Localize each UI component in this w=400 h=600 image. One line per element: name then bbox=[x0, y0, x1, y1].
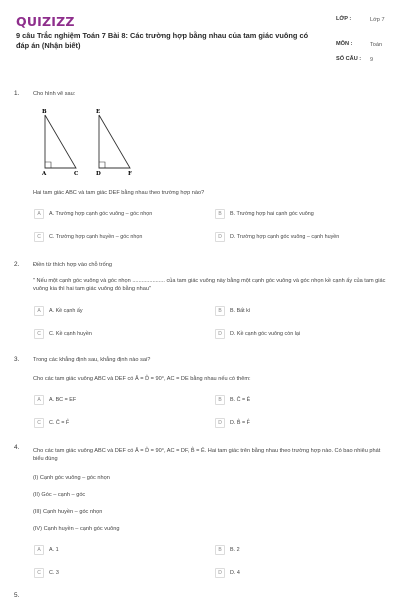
option-text: D. B̂ = F̂ bbox=[230, 419, 250, 426]
option-letter-box: C bbox=[34, 568, 44, 578]
meta-count-value: 9 bbox=[370, 57, 374, 63]
option-text: C. 3 bbox=[49, 569, 59, 576]
q4-statement-1: (I) Cạnh góc vuông – góc nhọn bbox=[33, 475, 110, 481]
q4-statement-3: (III) Cạnh huyền – góc nhọn bbox=[33, 509, 103, 515]
triangles-svg bbox=[40, 108, 150, 178]
question-1-sub: Hai tam giác ABC và tam giác DEF bằng nhau theo trường hợp nào? bbox=[33, 190, 205, 196]
q4-statement-2: (II) Góc – cạnh – góc bbox=[33, 492, 86, 498]
question-number: 4. bbox=[14, 444, 20, 451]
page-header bbox=[0, 0, 400, 76]
question-number: 2. bbox=[14, 261, 20, 268]
option-text: B. Bất kì bbox=[230, 307, 251, 314]
option-text: A. Trường hợp cạnh góc vuông – góc nhọn bbox=[49, 210, 153, 217]
option-text: C. Trường hợp cạnh huyền – góc nhọn bbox=[49, 233, 143, 240]
question-3-sub: Cho các tam giác vuông ABC và DEF có Â = D̂ = 90°, AC = DE bằng nhau nếu có thêm: bbox=[33, 376, 251, 382]
question-text: Cho các tam giác vuông ABC và DEF có Â = D̂ = 90°, AC = DF, B̂ = Ê. Hai tam giác trên bằng nhau theo trường hợp nào. Có bao nhiêu phát biểu đúng bbox=[33, 448, 381, 462]
option-letter-box: D bbox=[215, 418, 225, 428]
triangle-abc bbox=[45, 115, 76, 168]
question-number: 5. bbox=[14, 592, 20, 599]
question-number: 1. bbox=[14, 90, 20, 97]
option-letter-box: A bbox=[34, 395, 44, 405]
option-letter-box: C bbox=[34, 329, 44, 339]
question-text: Điền từ thích hợp vào chỗ trống bbox=[33, 262, 112, 268]
question-text: Trong các khẳng định sau, khẳng định nào sai? bbox=[33, 357, 151, 363]
option-text: A. 1 bbox=[49, 546, 59, 553]
option-letter-box: C bbox=[34, 418, 44, 428]
option-text: D. 4 bbox=[230, 569, 240, 576]
worksheet-title: 9 câu Trắc nghiệm Toán 7 Bài 8: Các trường hợp bằng nhau của tam giác vuông có đáp án (Nhận biết) bbox=[16, 31, 309, 50]
question-text: Cho hình vẽ sau: bbox=[33, 91, 76, 97]
option-text: D. Kề cạnh góc vuông còn lại bbox=[230, 330, 301, 337]
option-letter-box: B bbox=[215, 545, 225, 555]
option-text: C. Kề cạnh huyền bbox=[49, 330, 92, 337]
meta-class-value: Lớp 7 bbox=[370, 17, 385, 23]
label-c: C bbox=[74, 171, 79, 177]
meta-subject-label: MÔN : bbox=[336, 41, 353, 47]
quizizz-logo: QUIZIZZ bbox=[16, 14, 75, 29]
right-angle-d bbox=[99, 162, 105, 168]
option-letter-box: D bbox=[215, 329, 225, 339]
option-text: C. Ĉ = F̂ bbox=[49, 419, 70, 426]
q4-statement-4: (IV) Cạnh huyền – cạnh góc vuông bbox=[33, 526, 120, 532]
triangle-def bbox=[99, 115, 130, 168]
triangle-figure bbox=[40, 108, 150, 178]
option-text: B. Ĉ = Ê bbox=[230, 396, 251, 403]
option-text: A. Kề cạnh ấy bbox=[49, 307, 83, 314]
option-letter-box: C bbox=[34, 232, 44, 242]
question-2-sub: " Nếu một cạnh góc vuông và góc nhọn ..................... của tam giác vuông này bằng một cạnh góc vuông và góc nhọn kề cạnh ấy của tam giác vuông kia thì hai tam giác vuông đó bằng nhau" bbox=[33, 278, 386, 292]
label-b: B bbox=[42, 109, 47, 115]
option-letter-box: D bbox=[215, 232, 225, 242]
meta-count-label: SỐ CÂU : bbox=[336, 56, 362, 62]
option-text: A. BC = EF bbox=[49, 396, 77, 403]
option-text: B. Trường hợp hai cạnh góc vuông bbox=[230, 210, 314, 217]
meta-subject-value: Toán bbox=[370, 42, 383, 48]
option-letter-box: B bbox=[215, 395, 225, 405]
label-e: E bbox=[96, 109, 101, 115]
option-text: B. 2 bbox=[230, 546, 240, 553]
option-letter-box: B bbox=[215, 306, 225, 316]
option-letter-box: B bbox=[215, 209, 225, 219]
option-letter-box: A bbox=[34, 306, 44, 316]
option-text: D. Trường hợp cạnh góc vuông – cạnh huyền bbox=[230, 233, 340, 240]
question-number: 3. bbox=[14, 356, 20, 363]
option-letter-box: A bbox=[34, 545, 44, 555]
option-letter-box: D bbox=[215, 568, 225, 578]
label-f: F bbox=[128, 171, 132, 177]
label-d: D bbox=[96, 171, 101, 177]
right-angle-a bbox=[45, 162, 51, 168]
label-a: A bbox=[42, 171, 47, 177]
option-letter-box: A bbox=[34, 209, 44, 219]
meta-class-label: LỚP : bbox=[336, 16, 352, 22]
